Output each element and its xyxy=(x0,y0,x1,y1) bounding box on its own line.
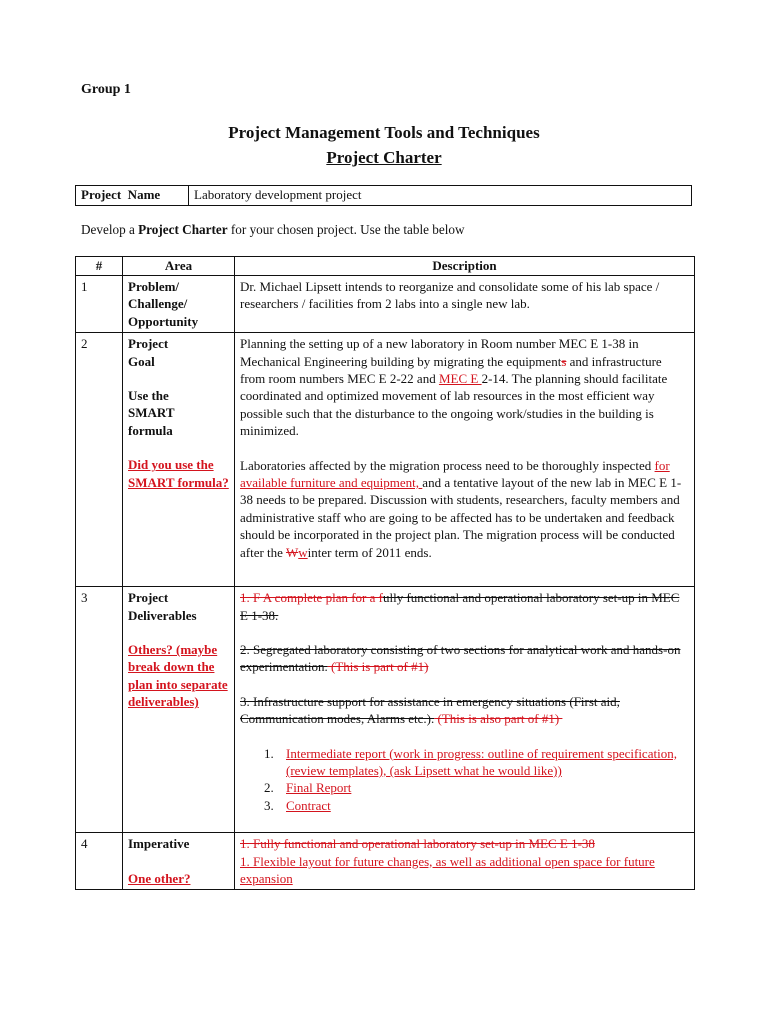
row-num: 3 xyxy=(76,587,123,833)
deleted-text: 1. Fully functional and operational laboratory set-up in MEC E 1-38 xyxy=(240,836,595,852)
description-paragraph xyxy=(240,457,689,561)
deleted-text: (This is also part of #1) xyxy=(434,711,563,727)
deliverable-item xyxy=(240,641,689,676)
text-run: 2-14. The planning should facilitate coordinated and optimized movement of lab resources in the most efficient way possible such that the disturbance to the ongoing work/studies in the building is minimized. xyxy=(240,371,668,439)
table-row xyxy=(76,276,695,333)
area-line: Use the xyxy=(128,388,169,404)
area-line: Project xyxy=(128,336,169,352)
project-name-table xyxy=(75,185,692,206)
row-description xyxy=(235,833,695,890)
inserted-text: Final Report xyxy=(286,780,352,796)
intro-text xyxy=(81,222,465,238)
row-num: 1 xyxy=(76,276,123,333)
row-area xyxy=(123,276,235,333)
list-number: 3. xyxy=(264,797,274,813)
row-area xyxy=(123,587,235,833)
text-run: and infrastructure from room numbers MEC E 2-22 and xyxy=(240,353,665,387)
area-line: Deliverables xyxy=(128,607,197,623)
deleted-text: 2. Segregated laboratory consisting of two sections for analytical work and hands-on experimentation. xyxy=(240,642,681,675)
row-num: 2 xyxy=(76,333,123,587)
list-item xyxy=(240,779,689,796)
document-title: Project Management Tools and Techniques xyxy=(228,123,540,142)
row-description xyxy=(235,333,695,587)
row-area xyxy=(123,833,235,890)
deleted-text: W xyxy=(285,544,299,560)
row-num: 4 xyxy=(76,833,123,890)
header-num: # xyxy=(76,257,123,276)
deleted-text: s xyxy=(561,353,567,369)
deliverables-list xyxy=(240,745,689,815)
table-row xyxy=(76,833,695,890)
reviewer-comment: Did you use the SMART formula? xyxy=(128,457,229,490)
inserted-text: Intermediate report (work in progress: outline of requirement specification, (review templates), (ask Lipsett what he would like)) xyxy=(286,745,677,779)
area-line: Goal xyxy=(128,353,155,369)
deleted-text: 1. F A complete plan for a f xyxy=(240,590,383,606)
document-subtitle: Project Charter xyxy=(326,148,442,167)
intro-post: for your chosen project. Use the table below xyxy=(227,222,465,237)
inserted-text: 1. Flexible layout for future changes, as well as additional open space for future expansion xyxy=(240,853,655,887)
list-number: 2. xyxy=(264,780,274,796)
row-description: Dr. Michael Lipsett intends to reorganize and consolidate some of his lab space / researchers / facilities from 2 labs into a single new lab. xyxy=(235,276,695,333)
area-line: Opportunity xyxy=(128,313,199,329)
intro-pre: Develop a xyxy=(81,222,139,237)
text-run: inter term of 2011 ends. xyxy=(307,544,432,560)
area-line: Challenge/ xyxy=(128,296,188,312)
text-run: Planning the setting up of a new laboratory in Room number MEC E 1-38 in Mechanical Engineering building by migrating the equipment xyxy=(240,336,639,369)
reviewer-comment: One other? xyxy=(128,870,191,886)
table-header-row xyxy=(76,257,695,276)
deleted-text: ully functional and operational laboratory set-up in MEC E 1-38. xyxy=(240,590,680,623)
list-item xyxy=(240,745,689,780)
row-description xyxy=(235,587,695,833)
area-line: Imperative xyxy=(128,836,190,852)
description-paragraph xyxy=(240,335,689,439)
reviewer-comment: Others? (maybe break down the plan into separate deliverables) xyxy=(128,642,228,710)
list-number: 1. xyxy=(264,745,274,761)
deleted-text: 3. Infrastructure support for assistance in emergency situations (First aid, Communication modes, Alarms etc.). xyxy=(240,693,620,727)
intro-bold: Project Charter xyxy=(138,222,228,237)
table-row xyxy=(76,333,695,587)
deliverable-item xyxy=(240,589,689,624)
inserted-text: for available furniture and equipment, xyxy=(240,457,670,491)
deleted-text: (This is part of #1) xyxy=(327,659,429,675)
text-run: Laboratories affected by the migration process need to be thoroughly inspected xyxy=(240,457,655,473)
header-area: Area xyxy=(123,257,235,276)
group-label: Group 1 xyxy=(81,82,131,97)
area-line: SMART xyxy=(128,405,175,421)
inserted-text: MEC E xyxy=(438,371,482,387)
header-description: Description xyxy=(235,257,695,276)
inserted-text: w xyxy=(298,544,308,560)
area-line: Project xyxy=(128,590,169,606)
deliverable-item xyxy=(240,693,689,728)
text-run: and a tentative layout of the new lab in MEC E 1-38 needs to be prepared. Discussion with students, researchers, faculty members and administrative staff who are going to be affected has to be undertaken and feedback should be incorporated in the project plan. The migration process will be conducted after the xyxy=(240,475,683,560)
table-row xyxy=(76,587,695,833)
project-name-label: Project Name xyxy=(76,186,189,206)
area-line: Problem/ xyxy=(128,279,180,294)
area-line: formula xyxy=(128,422,173,438)
list-item xyxy=(240,797,689,814)
inserted-text: Contract xyxy=(286,797,331,813)
row-area xyxy=(123,333,235,587)
charter-table xyxy=(75,256,695,890)
project-name-value: Laboratory development project xyxy=(189,186,692,206)
